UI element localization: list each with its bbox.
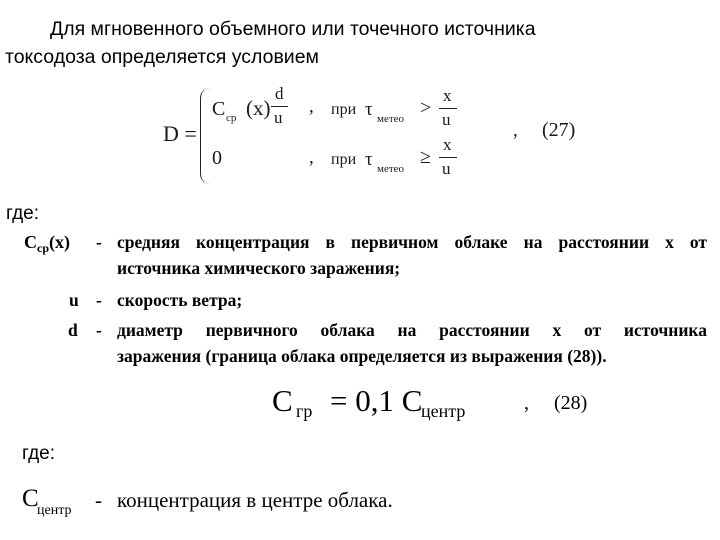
case1-tau-sub: метео	[377, 113, 405, 125]
case2-cond: при	[331, 151, 357, 168]
case1-rnum: x	[443, 86, 452, 105]
intro-line-2: токсодоза определяется условием	[5, 46, 319, 68]
case1-c-sub: ср	[226, 112, 237, 124]
definition-last-dash: -	[95, 488, 102, 512]
definition-symbol-sub: ср	[37, 241, 49, 255]
formula-28-number: (28)	[554, 392, 588, 414]
case1-rden: u	[442, 110, 451, 129]
definition-symbol	[24, 229, 70, 261]
formula-27-number: (27)	[542, 119, 576, 141]
definition-dash: -	[96, 232, 102, 252]
definition-text-line-1: скорость ветра;	[117, 290, 243, 310]
definition-last-text: концентрация в центре облака.	[117, 488, 393, 512]
case2-rden: u	[442, 159, 451, 178]
case1-den: u	[274, 108, 283, 127]
case1-tau: τ	[365, 99, 373, 120]
case2-rnum: x	[443, 135, 452, 154]
definition-symbol: u	[69, 290, 79, 310]
definition-last-symbol: C	[22, 485, 39, 512]
definition-text-line-2: заражения (граница облака определяется из выражения (28)).	[117, 346, 607, 366]
intro-line-1: Для мгновенного объемного или точечного источника	[50, 18, 536, 40]
case2-tau: τ	[365, 149, 373, 170]
case1-arg: (x)	[246, 96, 271, 120]
case1-cond: при	[331, 101, 357, 118]
definition-symbol-arg: (x)	[49, 232, 70, 252]
formula-27-brace	[200, 88, 211, 184]
case1-op: >	[420, 97, 432, 119]
case1-comma: ,	[309, 96, 314, 117]
case2-op: ≥	[420, 146, 431, 168]
case2-tau-sub: метео	[377, 163, 405, 175]
formula-28-rhs: = 0,1 C	[330, 383, 423, 418]
formula-28-comma: ,	[524, 392, 529, 414]
definition-text-line-2: источника химического заражения;	[117, 258, 401, 278]
where-label-2: где:	[22, 443, 56, 464]
formula-28-lhs-sub: гр	[296, 401, 313, 421]
definition-last-symbol-sub: центр	[37, 503, 72, 518]
definition-text-line-1: средняя концентрация в первичном облаке на расстоянии x от	[117, 232, 707, 252]
where-label-1: где:	[6, 203, 40, 224]
case2-comma: ,	[309, 147, 314, 168]
case1-num: d	[275, 84, 284, 103]
definition-symbol: d	[68, 320, 78, 340]
definition-text-line-1: диаметр первичного облака на расстоянии x от источника	[117, 320, 707, 340]
case1-c: C	[212, 98, 226, 120]
case2-value: 0	[212, 147, 222, 169]
definition-dash: -	[96, 320, 102, 340]
definition-symbol-letter: C	[24, 232, 37, 252]
formula-28-lhs: C	[272, 383, 293, 418]
formula-27-trailing-comma: ,	[513, 120, 518, 141]
definition-dash: -	[96, 290, 102, 310]
formula-28-rhs-sub: центр	[421, 401, 466, 421]
formula-27-lhs: D =	[163, 121, 197, 146]
